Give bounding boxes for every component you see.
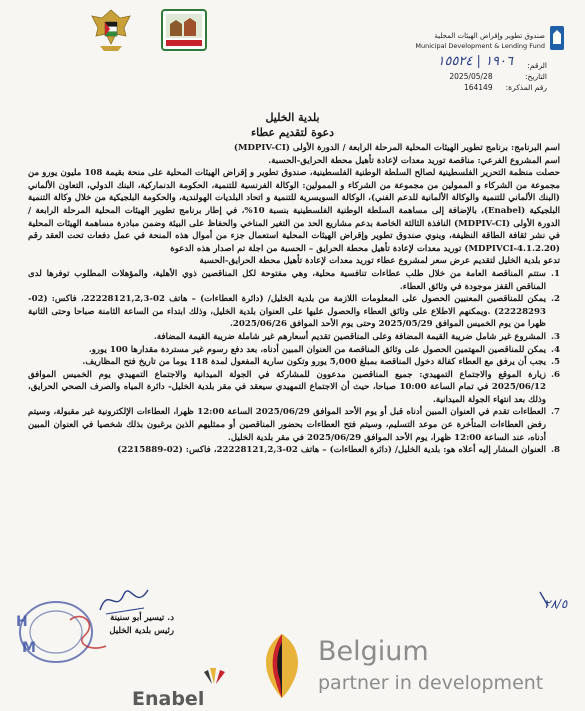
signatory-name: د. تيسير أبو سنينة: [110, 613, 174, 623]
memo-label: رقم المذكرة:: [505, 83, 547, 92]
mdlf-name-english: Municipal Development & Lending Fund: [415, 42, 545, 50]
handwritten-ref-number: ١٩٠٦ | ١٥٥٢٤: [437, 54, 513, 69]
condition-item: [28, 406, 560, 444]
invitation-title: دعوة لتقديم عطاء: [250, 126, 335, 139]
reference-block: [397, 54, 547, 93]
signatory-role: رئيس بلدية الخليل: [109, 626, 174, 636]
condition-item: [28, 268, 560, 293]
condition-number: 4.: [551, 344, 560, 355]
condition-item: [28, 293, 560, 331]
memo-value: 164149: [463, 83, 493, 92]
condition-item: [28, 356, 560, 369]
palestinian-eagle-emblem-icon: [88, 4, 134, 54]
ref-date-row: [397, 71, 547, 82]
condition-text: العطاءات تقدم في العنوان المبين أدناه قبل أو يوم الأحد الموافق 2025/06/29 الساعة 12:00 ظهرا، العطاءات الإلكترونية غير مقبولة، وسيتم رفض العطاءات المتأخرة عن موعد التسليم، وسيتم فتح العطاءات بحضور المناقصين أو ممثليهم الذين يرغبون بذلك شخصيا في العنوان المبين أدناه، عند الساعة 12:00 ظهرا، يوم الأحد الموافق 2025/06/29 في مقر بلدية الخليل.: [28, 407, 547, 443]
condition-item: [28, 369, 560, 407]
condition-text: العنوان المشار إليه أعلاه هو: بلدية الخليل/ (دائرة العطاءات) – هاتف 02-22228121,2,3، فاكس: (02-2215889): [117, 445, 546, 456]
ref-memo-row: [397, 82, 547, 93]
condition-number: 2.: [551, 294, 560, 305]
mdlf-name-arabic: صندوق تطوير وإقراض الهيئات المحلية: [434, 32, 545, 40]
condition-item: [28, 444, 560, 457]
municipality-title: بلدية الخليل: [265, 111, 320, 124]
svg-text:H: H: [16, 614, 28, 630]
handwritten-date-icon: [534, 586, 578, 614]
condition-text: المشروع غير شامل ضريبة القيمة المضافة وعلى المناقصين تقديم أسعارهم غير شاملة ضريبة القيمة المضافة.: [153, 331, 546, 342]
ref-label: الرقم:: [527, 61, 547, 70]
condition-number: 8.: [551, 445, 560, 456]
belgium-wordmark: Belgium: [318, 636, 429, 667]
hebron-municipality-logo-icon: [160, 8, 208, 52]
condition-number: 6.: [551, 369, 560, 380]
mdlf-logo-icon: [549, 24, 565, 52]
condition-number: 5.: [551, 357, 560, 368]
svg-text:M: M: [22, 640, 36, 656]
condition-text: يمكن للمناقصين المعنيين الحصول على المعلومات اللازمة من بلدية الخليل/ (دائرة العطاءات) – هاتف 02-22228121,2,3، فاكس: (02-22228293) .ويمكنهم الاطلاع على وثائق العطاء والحصول عليها على العنوان بلدية الخليل، وذلك ابتداء من الساعة الثامنة صباحا وحتى الثانية ظهرا من يوم الخميس الموافق 2025/05/29 وحتى يوم الأحد الموافق 2025/06/26.: [28, 294, 546, 330]
condition-number: 1.: [551, 268, 560, 279]
subproject-line: اسم المشروع الفرعي: مناقصة توريد معدات لإعادة تأهيل محطة الحرايق-الحسبة.: [268, 155, 560, 166]
belgium-partner-logo-icon: [258, 632, 306, 702]
condition-number: 3.: [551, 331, 560, 342]
enabel-wordmark: Enabel: [132, 688, 205, 710]
handwritten-date-text: ٢٨/٥: [544, 597, 568, 611]
invite-line: تدعو بلدية الخليل لتقديم عرض سعر لمشروع عطاء توريد معدات لإعادة تأهيل محطة الحرايق-الحسبة: [199, 256, 560, 267]
partner-in-development-text: partner in development: [318, 672, 544, 694]
funding-paragraph: حصلت منظمة التحرير الفلسطينية لصالح السلطة الوطنية الفلسطينية، صندوق تطوير و إقراض الهيئات المحلية على منحة بقيمة 108 مليون يورو من مجموعة من الشركاء و الممولين من مجموعة من الشركاء و الممولين: الوكالة الفرنسية للتنمية، الحكومة الدنماركية، البنك الدولي، التعاون الألماني (البنك الألماني للتنمية والوكالة الألمانية للدعم الفني)، الوكالة السويسرية للتنمية و اتحاد البلديات الهولندية، والحكومة البلجيكية من خلال وكالة التنمية البلجيكية (Enabel)، بالإضافة إلى مساهمة السلطة الوطنية الفلسطينية بنسبة 10%، في إطار برنامج تطوير الهيئات المحلية المرحلة الرابعة / الدورة الأولى (MDPIV-CI) النافذة الثالثة الخاصة بدعم مشاريع الحد من التغير المناخي والحفاظ على البيئة وضمن مبادرة مساهمة الهيئات المحلية في نشر ثقافة الطاقة النظيفة، وينوي صندوق تطوير وإقراض الهيئات المحلية استعمال جزء من أموال هذه المنحة في عمل دفعات تحت العقد رقم (MDPIVCI-4.1.2.20) توريد معدات لإعادة تأهيل محطة الحرايق – الحسبة من اجلة تم اصدار هذه الدعوة: [28, 168, 561, 254]
conditions-list: [28, 268, 560, 457]
condition-text: يجب أن يرفق مع العطاء كفالة دخول المناقصة بمبلغ 5,000 يورو وتكون سارية المفعول لمدة 118 يوما من تاريخ فتح المظاريف.: [82, 357, 546, 368]
signature-block: [54, 612, 174, 638]
program-line: اسم البرنامج: برنامج تطوير الهيئات المحلية المرحلة الرابعة / الدورة الأولى (MDPIV-CI): [233, 143, 560, 153]
condition-item: [28, 344, 560, 357]
condition-item: [28, 331, 560, 344]
document-body: [28, 142, 560, 457]
condition-text: زيارة الموقع والاجتماع التمهيدي: جميع المناقصين مدعوون للمشاركة في الجولة الميدانية والاجتماع التمهيدي يوم الخميس الموافق 2025/06/12 في تمام الساعة 10:00 صباحا، حيث أن الاجتماع التمهيدي سيعقد في مقر بلدية الخليل- دائرة المياه والصرف الصحي الحرايق، وذلك بعد انتهاء الجولة الميدانية.: [28, 369, 546, 405]
date-label: التاريخ:: [525, 72, 547, 81]
condition-text: ستتم المناقصة العامة من خلال طلب عطاءات تنافسية محلية، وهي مفتوحة لكل المناقصين ذوي الأهلية، والمؤهلات المطلوب توفرها لدى المناقص القفز موجودة في وثائق العطاء.: [28, 268, 546, 292]
condition-text: يمكن للمناقصين المهتمين الحصول على وثائق المناقصة من العنوان المبين أدناه، بعد دفع رسوم غير مستردة مقدارها 100 يورو.: [88, 344, 546, 355]
condition-number: 7.: [551, 407, 560, 418]
date-value: 2025/05/28: [449, 72, 493, 81]
